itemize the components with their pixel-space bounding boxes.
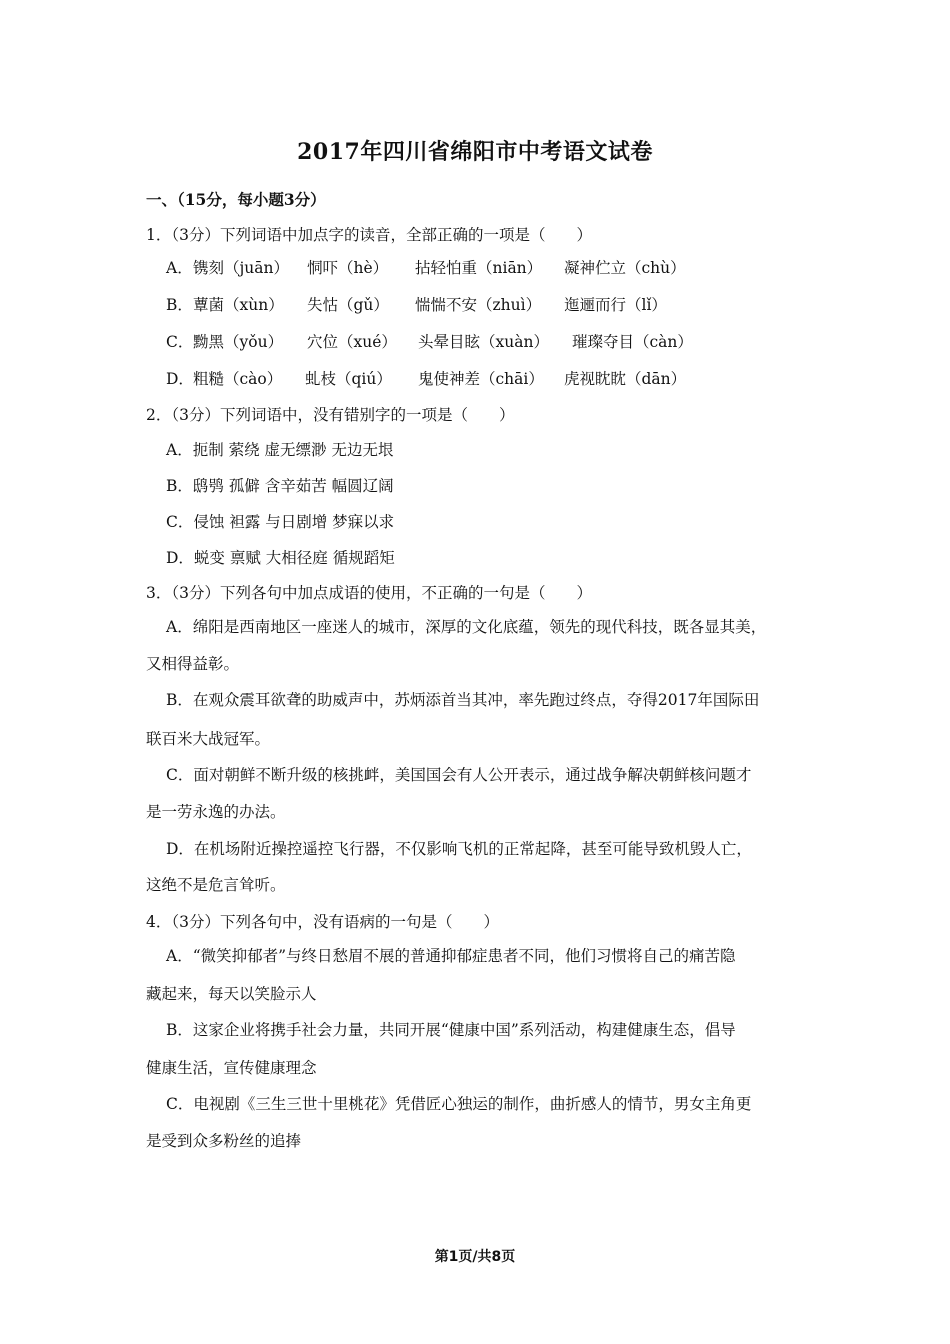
question-4-option-a-cont: 藏起来，每天以笑脸示人	[146, 985, 317, 1003]
option-item: 凝神伫立（chù）	[564, 259, 686, 277]
question-2-option-c: C．侵蚀 袒露 与日剧增 梦寐以求	[166, 513, 395, 531]
option-item: 黝黑（yǒu）	[193, 333, 284, 351]
option-item: 镌刻（juān）	[193, 259, 290, 277]
option-label: C．	[166, 333, 194, 351]
page-title: 2017年四川省绵阳市中考语文试卷	[297, 139, 653, 165]
option-label: A．	[166, 259, 193, 277]
question-3-stem: 3．（3分）下列各句中加点成语的使用，不正确的一句是（ ）	[146, 584, 592, 602]
question-4-option-c-cont: 是受到众多粉丝的追捧	[146, 1132, 302, 1150]
question-2-option-d: D．蜕变 禀赋 大相径庭 循规蹈矩	[166, 549, 395, 567]
question-3-option-d: D．在机场附近操控遥控飞行器，不仅影响飞机的正常起降，甚至可能导致机毁人亡，	[166, 840, 752, 858]
option-item: 鬼使神差（chāi）	[418, 370, 544, 388]
option-item: 拈轻怕重（niān）	[415, 259, 543, 277]
question-3-option-a: A．绵阳是西南地区一座迷人的城市，深厚的文化底蕴，领先的现代科技，既各显其美，	[166, 618, 767, 636]
question-3-option-b-cont: 联百米大战冠军。	[146, 730, 271, 748]
question-4-stem: 4．（3分）下列各句中，没有语病的一句是（ ）	[146, 913, 499, 931]
option-label: D．	[166, 370, 194, 388]
question-4-option-a: A．“微笑抑郁者”与终日愁眉不展的普通抑郁症患者不同，他们习惯将自己的痛苦隐	[166, 947, 736, 965]
question-3-option-c: C．面对朝鲜不断升级的核挑衅，美国国会有人公开表示，通过战争解决朝鲜核问题才	[166, 766, 752, 784]
option-item: 虬枝（qiú）	[305, 370, 392, 388]
page-footer: 第1页/共8页	[434, 1249, 516, 1265]
option-item: 惴惴不安（zhuì）	[415, 296, 542, 314]
question-3-option-b: B．在观众震耳欲聋的助威声中，苏炳添首当其冲，率先跑过终点，夺得2017年国际田	[166, 691, 760, 709]
option-item: 恫吓（hè）	[307, 259, 389, 277]
question-4-option-c: C．电视剧《三生三世十里桃花》凭借匠心独运的制作，曲折感人的情节，男女主角更	[166, 1095, 752, 1113]
option-item: 虎视眈眈（dān）	[564, 370, 687, 388]
option-label: B．	[166, 296, 193, 314]
option-item: 失怙（gǔ）	[307, 296, 389, 314]
question-4-option-b: B．这家企业将携手社会力量，共同开展“健康中国”系列活动，构建健康生态，倡导	[166, 1021, 736, 1039]
section-heading: 一、（15分，每小题3分）	[146, 190, 326, 209]
option-item: 迤逦而行（lǐ）	[564, 296, 667, 314]
question-2-option-a: A．扼制 萦绕 虚无缥渺 无边无垠	[166, 441, 394, 459]
option-item: 蕈菌（xùn）	[193, 296, 284, 314]
question-3-option-d-cont: 这绝不是危言耸听。	[146, 876, 286, 894]
question-2-stem: 2．（3分）下列词语中，没有错别字的一项是（ ）	[146, 406, 515, 424]
option-item: 粗糙（cào）	[193, 370, 283, 388]
option-item: 璀璨夺目（càn）	[572, 333, 693, 351]
question-4-option-b-cont: 健康生活，宣传健康理念	[146, 1059, 317, 1077]
option-item: 头晕目眩（xuàn）	[418, 333, 549, 351]
question-3-option-c-cont: 是一劳永逸的办法。	[146, 803, 286, 821]
question-3-option-a-cont: 又相得益彰。	[146, 655, 240, 673]
question-1-stem: 1．（3分）下列词语中加点字的读音，全部正确的一项是（ ）	[146, 226, 592, 244]
option-item: 穴位（xué）	[307, 333, 397, 351]
question-2-option-b: B．鸱鸮 孤僻 含辛茹苦 幅圆辽阔	[166, 477, 394, 495]
